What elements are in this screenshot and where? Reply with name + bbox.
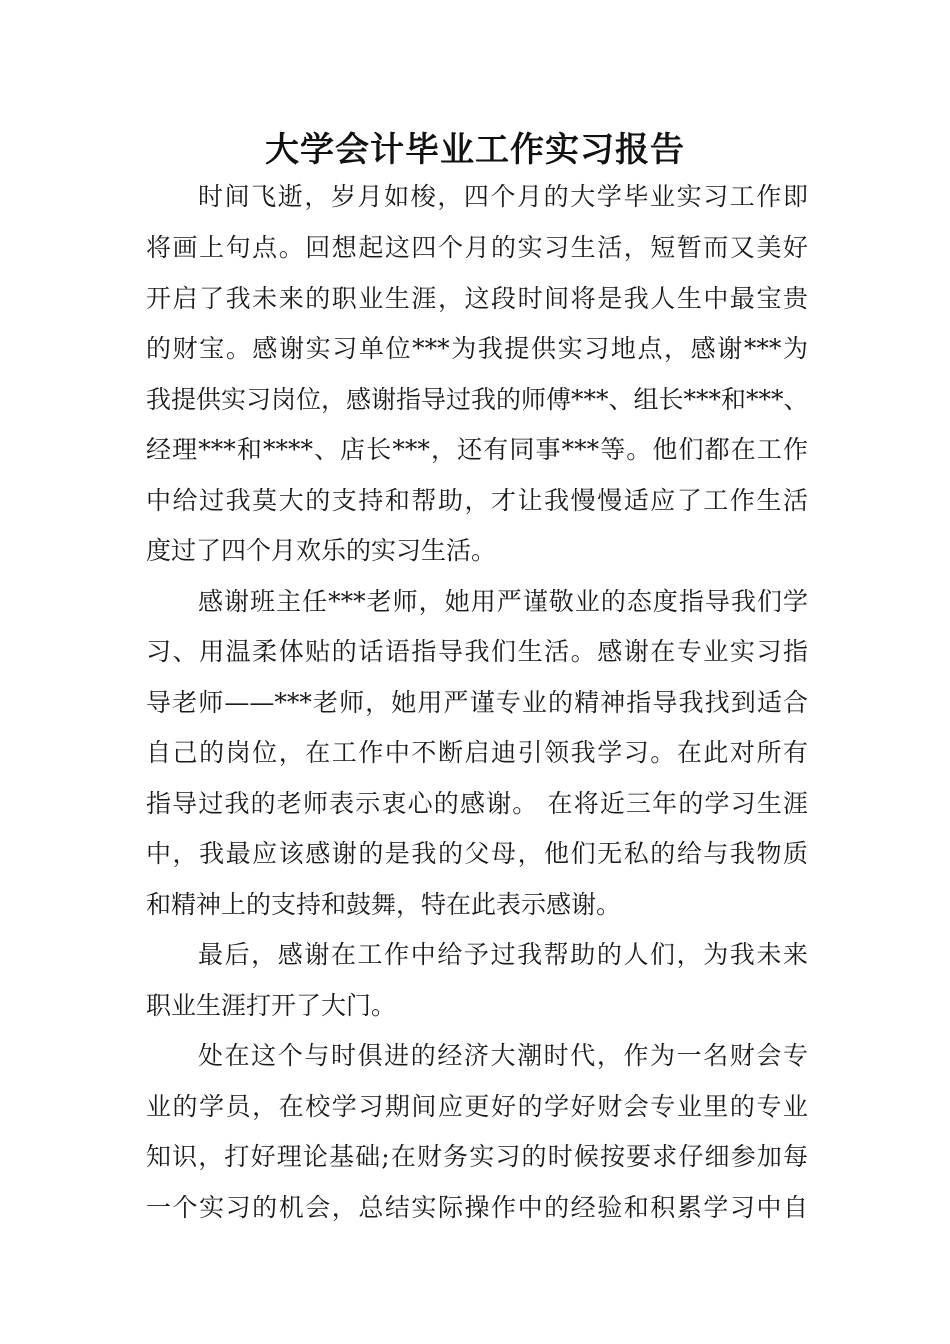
paragraph-line: 的财宝。感谢实习单位***为我提供实习地点，感谢***为: [146, 334, 808, 363]
paragraph-line: 指导过我的老师表示衷心的感谢。 在将近三年的学习生涯: [146, 789, 808, 818]
paragraph-line: 业的学员，在校学习期间应更好的学好财会专业里的专业: [146, 1092, 808, 1121]
paragraph-line: 习、用温柔体贴的话语指导我们生活。感谢在专业实习指: [146, 637, 808, 666]
document-title: 大学会计毕业工作实习报告: [265, 130, 685, 170]
paragraph-line: 感谢班主任***老师，她用严谨敬业的态度指导我们学: [198, 587, 808, 616]
paragraph-line: 我提供实习岗位，感谢指导过我的师傅***、组长***和***、: [146, 385, 809, 414]
paragraph-line: 处在这个与时俱进的经济大潮时代，作为一名财会专: [198, 1041, 808, 1070]
paragraph-line: 职业生涯打开了大门。: [146, 991, 397, 1020]
paragraph-line: 最后，感谢在工作中给予过我帮助的人们，为我未来: [198, 940, 808, 969]
paragraph-line: 将画上句点。回想起这四个月的实习生活，短暂而又美好: [146, 233, 808, 262]
paragraph-line: 时间飞逝，岁月如梭，四个月的大学毕业实习工作即: [198, 182, 808, 211]
paragraph-line: 知识，打好理论基础;在财务实习的时候按要求仔细参加每: [146, 1142, 808, 1171]
paragraph-line: 开启了我未来的职业生涯，这段时间将是我人生中最宝贵: [146, 284, 808, 313]
paragraph-line: 中，我最应该感谢的是我的父母，他们无私的给与我物质: [146, 839, 808, 868]
paragraph-line: 和精神上的支持和鼓舞，特在此表示感谢。: [146, 890, 622, 919]
paragraph-line: 度过了四个月欢乐的实习生活。: [146, 536, 497, 565]
paragraph-line: 自己的岗位，在工作中不断启迪引领我学习。在此对所有: [146, 738, 808, 767]
paragraph-line: 中给过我莫大的支持和帮助，才让我慢慢适应了工作生活: [146, 486, 808, 515]
paragraph-line: 一个实习的机会，总结实际操作中的经验和积累学习中自: [146, 1193, 808, 1222]
paragraph-line: 导老师——***老师，她用严谨专业的精神指导我找到适合: [146, 688, 808, 717]
paragraph-line: 经理***和****、店长***，还有同事***等。他们都在工作: [146, 435, 808, 464]
